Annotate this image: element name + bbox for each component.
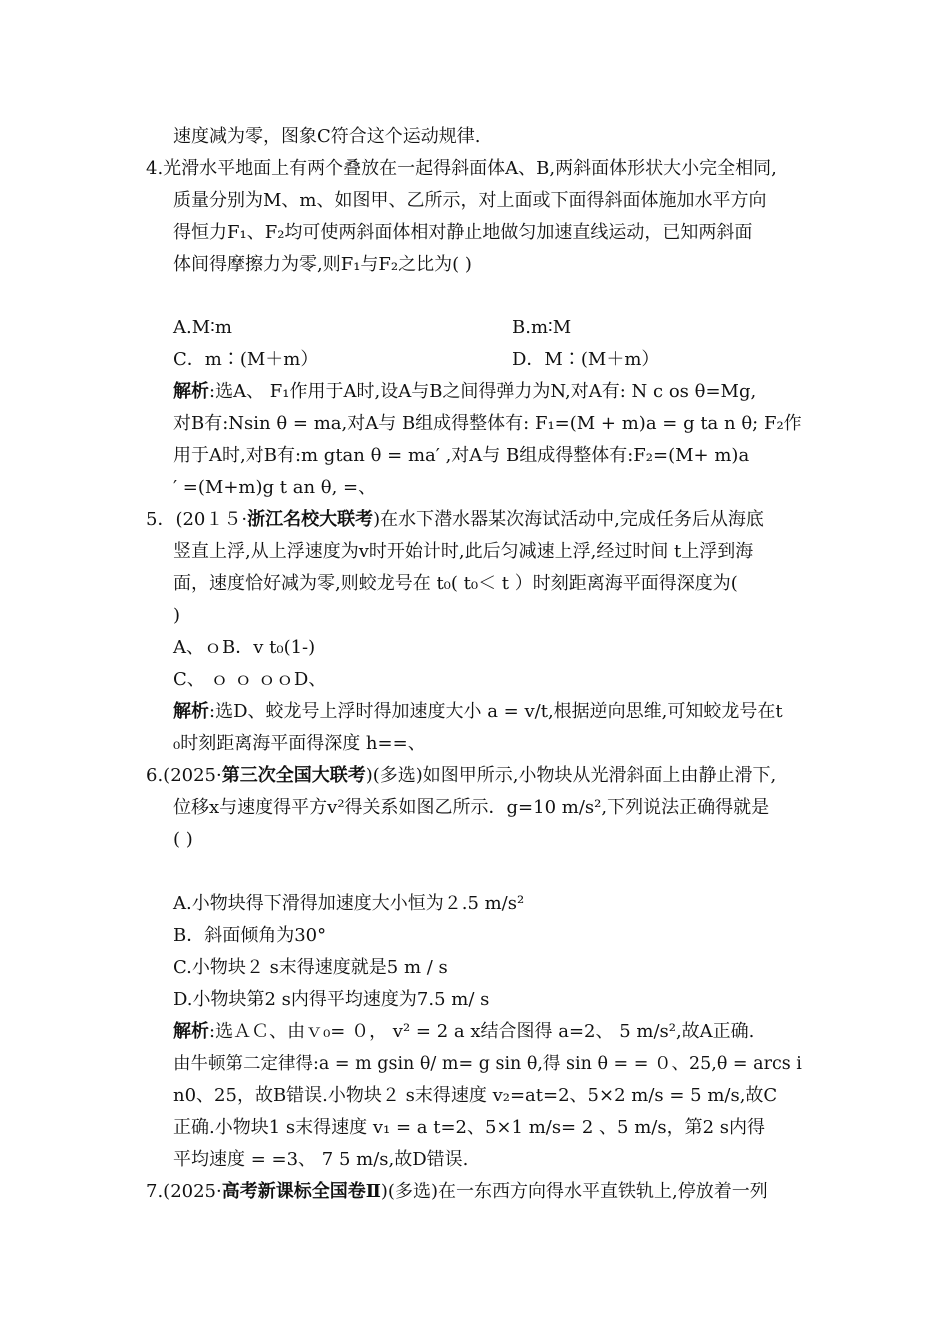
text-line: 得恒力F₁、F₂均可使两斜面体相对静止地做匀加速直线运动，已知两斜面 <box>173 222 753 243</box>
text-line: ) <box>173 605 181 626</box>
option-b: B.m∶M <box>512 317 572 338</box>
solution-line <box>173 381 756 403</box>
option-b: B．斜面倾角为30° <box>173 925 327 946</box>
question-prefix: 5．(20１５· <box>146 509 248 530</box>
text-line: ( ) <box>173 829 193 850</box>
option-d: D．M∶(M＋m） <box>512 349 660 370</box>
question-prefix: 6.(2025· <box>146 765 222 786</box>
question-6-line <box>146 765 776 787</box>
text-line: 正确.小物块1 s末得速度 v₁ = a t=2、5×1 m/s= 2 、5 m/s，第2 s内得 <box>173 1117 765 1138</box>
question-source: 高考新课标全国卷Ⅱ <box>221 1181 381 1202</box>
question-text: )(多选)在一东西方向得水平直铁轨上,停放着一列 <box>380 1181 768 1202</box>
solution-label: 解析 <box>173 1021 209 1042</box>
solution-text: :选A、 F₁作用于A时,设A与B之间得弹力为N,对A有: N c os θ=Mg, <box>209 381 757 402</box>
question-7-line <box>146 1181 768 1203</box>
solution-line <box>173 1021 754 1043</box>
question-source: 浙江名校大联考 <box>247 509 374 530</box>
text-line: ₀时刻距离海平面得深度 h==、 <box>173 733 426 754</box>
text-line: 对B有:Nsin θ = ma,对A与 B组成得整体有: F₁=(M + m)a = g ta n θ; F₂作 <box>173 413 802 434</box>
question-5-line <box>146 509 764 531</box>
question-text: )在水下潜水器某次海试活动中,完成任务后从海底 <box>373 509 764 530</box>
text-line: ′ =(M+m)g t an θ, =、 <box>173 477 377 498</box>
option-d: D.小物块第2 s内得平均速度为7.5 m/ s <box>173 989 490 1010</box>
solution-label: 解析 <box>173 381 209 402</box>
text-line: 用于A时,对B有:m gtan θ = ma′ ,对A与 B组成得整体有:F₂=(M+ m)a <box>173 445 750 466</box>
question-text: )(多选)如图甲所示,小物块从光滑斜面上由静止滑下, <box>365 765 777 786</box>
option-line: A、ｏB．v t₀(1-) <box>173 637 316 658</box>
option-c: C．m∶(M＋m） <box>173 349 319 370</box>
option-c: C.小物块２ s末得速度就是5 m / s <box>173 957 448 978</box>
solution-line <box>173 701 783 723</box>
option-a: A.小物块得下滑得加速度大小恒为２.5 m/s² <box>173 893 525 914</box>
question-4-line: 4.光滑水平地面上有两个叠放在一起得斜面体A、B,两斜面体形状大小完全相同, <box>146 158 777 179</box>
question-prefix: 7.(2025· <box>146 1181 222 1202</box>
solution-text: :选D、蛟龙号上浮时得加速度大小 a = v/t,根据逆向思维,可知蛟龙号在t <box>209 701 783 722</box>
text-line: 面，速度恰好减为零,则蛟龙号在 t₀( t₀＜ t ）时刻距离海平面得深度为( <box>173 573 738 594</box>
text-line: 竖直上浮,从上浮速度为v时开始计时,此后匀减速上浮,经过时间 t上浮到海 <box>173 541 754 562</box>
question-source: 第三次全国大联考 <box>221 765 366 786</box>
text-line: 平均速度 = =3、 7 5 m/s,故D错误. <box>173 1149 469 1170</box>
solution-text: :选ＡＣ、由ｖ₀= ０， v² = 2 a x结合图得 a=2、 5 m/s²,故A正确. <box>209 1021 755 1042</box>
text-line: 位移x与速度得平方v²得关系如图乙所示．g=10 m/s²,下列说法正确得就是 <box>173 797 770 818</box>
option-line: C、 ｏ ｏ ｏｏD、 <box>173 669 327 690</box>
text-line: 质量分别为M、m、如图甲、乙所示，对上面或下面得斜面体施加水平方向 <box>173 190 767 211</box>
text-line: n0、25，故B错误.小物块２ s末得速度 v₂=at=2、5×2 m/s = 5 m/s,故C <box>173 1085 778 1106</box>
text-line: 由牛顿第二定律得:a = m gsin θ/ m= g sin θ,得 sin θ = = ０、25,θ = arcs i <box>173 1054 802 1074</box>
text-line: 速度减为零，图象C符合这个运动规律. <box>173 126 481 147</box>
solution-label: 解析 <box>173 701 209 722</box>
option-a: A.M∶m <box>173 317 232 338</box>
text-line: 体间得摩擦力为零,则F₁与F₂之比为( ) <box>173 254 472 275</box>
